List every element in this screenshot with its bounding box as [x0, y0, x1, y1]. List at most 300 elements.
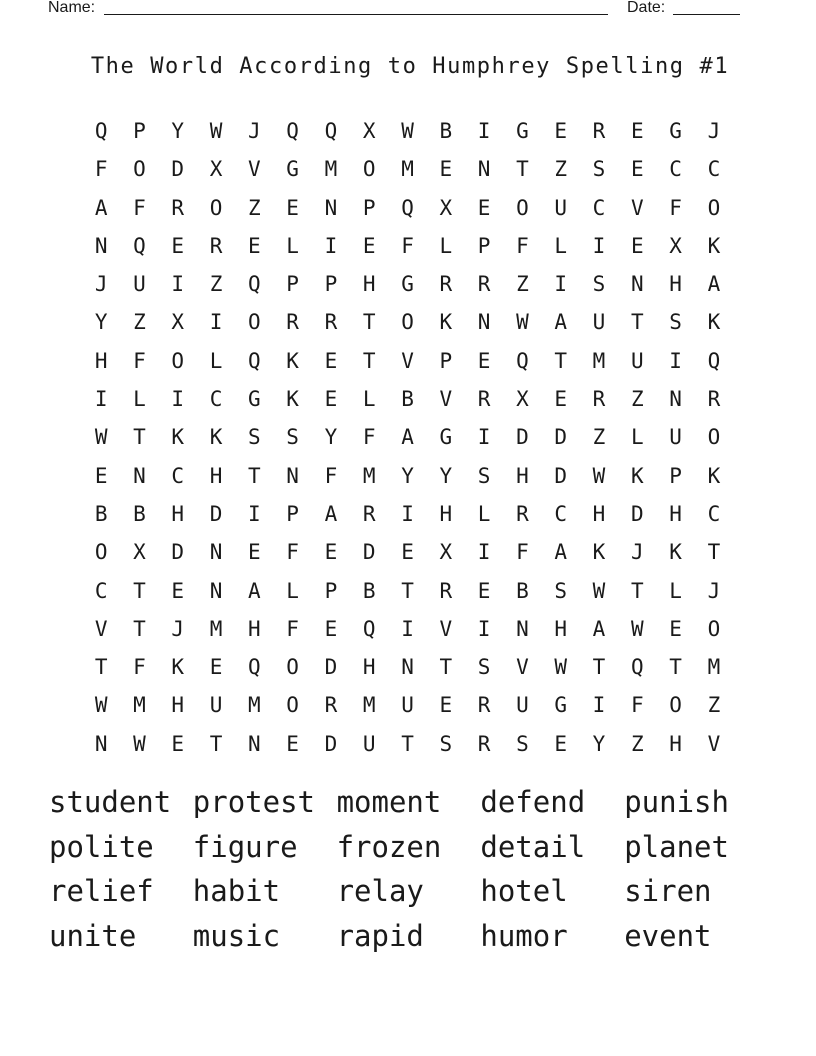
grid-letter: K: [707, 463, 721, 488]
grid-letter: K: [209, 425, 223, 450]
grid-letter: Z: [209, 272, 223, 297]
grid-letter: Q: [707, 348, 721, 373]
grid-letter: B: [516, 578, 529, 603]
grid-letter: E: [286, 195, 299, 220]
grid-letter: O: [286, 655, 299, 680]
grid-letter: E: [209, 655, 223, 680]
grid-letter: C: [707, 501, 721, 526]
grid-letter: C: [669, 157, 682, 182]
grid-letter: N: [133, 463, 146, 488]
grid-letter: F: [516, 233, 529, 258]
grid-letter: E: [324, 348, 338, 373]
grid-letter: H: [516, 463, 529, 488]
grid-letter: O: [94, 540, 108, 565]
grid-letter: L: [630, 425, 644, 450]
grid-letter: P: [362, 195, 376, 220]
grid-letter: G: [401, 272, 414, 297]
grid-letter: Z: [516, 272, 529, 297]
grid-letter: F: [401, 233, 414, 258]
word-bank-item: rapid: [336, 919, 424, 954]
word-bank-item: defend: [480, 785, 586, 819]
grid-letter: I: [477, 425, 491, 450]
grid-letter: G: [669, 119, 682, 143]
grid-letter: K: [439, 310, 453, 335]
grid-letter: E: [477, 578, 491, 603]
grid-letter: E: [286, 731, 299, 756]
grid-letter: S: [477, 463, 491, 488]
grid-letter: O: [669, 693, 682, 718]
grid-letter: G: [286, 157, 299, 182]
grid-letter: T: [133, 616, 146, 641]
grid-letter: K: [707, 233, 721, 258]
grid-letter: U: [669, 425, 682, 450]
grid-letter: H: [669, 501, 682, 526]
grid-letter: X: [133, 540, 146, 565]
grid-row: [82, 533, 733, 571]
grid-letter: Z: [707, 693, 721, 718]
grid-letter: Z: [630, 731, 644, 756]
grid-letter: E: [439, 157, 453, 182]
grid-letter: B: [439, 119, 453, 143]
grid-letter: R: [477, 693, 491, 718]
grid-letter: F: [324, 463, 338, 488]
grid-letter: C: [592, 195, 606, 220]
grid-letter: T: [133, 578, 146, 603]
grid-letter: W: [592, 463, 606, 488]
grid-letter: O: [707, 195, 721, 220]
grid-letter: T: [707, 540, 721, 565]
grid-letter: N: [286, 463, 299, 488]
grid-letter: Y: [171, 119, 185, 143]
grid-letter: U: [630, 348, 644, 373]
grid-letter: T: [401, 731, 414, 756]
grid-row: [82, 112, 733, 150]
grid-letter: N: [516, 616, 529, 641]
grid-letter: R: [324, 310, 338, 335]
grid-letter: Q: [362, 616, 376, 641]
word-bank-item: music: [192, 919, 281, 954]
grid-letter: L: [439, 233, 453, 258]
worksheet-title: The World According to Humphrey Spelling #1: [90, 54, 730, 79]
grid-row: [82, 495, 733, 533]
grid-letter: K: [286, 348, 299, 373]
grid-letter: X: [362, 119, 376, 143]
grid-letter: X: [439, 540, 453, 565]
grid-letter: D: [209, 501, 223, 526]
grid-letter: L: [554, 233, 568, 258]
grid-letter: W: [630, 616, 644, 641]
grid-row: [82, 265, 733, 303]
grid-letter: A: [248, 578, 261, 603]
grid-letter: M: [362, 463, 376, 488]
grid-letter: W: [592, 578, 606, 603]
grid-letter: Y: [324, 425, 338, 450]
grid-letter: L: [133, 387, 146, 412]
grid-letter: W: [554, 655, 568, 680]
grid-letter: E: [477, 348, 491, 373]
word-bank-item: protest: [192, 785, 316, 819]
grid-letter: O: [707, 616, 721, 641]
grid-letter: N: [324, 195, 338, 220]
grid-letter: T: [592, 655, 606, 680]
grid-letter: O: [516, 195, 529, 220]
grid-letter: L: [286, 578, 299, 603]
name-label: Name:: [48, 0, 96, 16]
grid-letter: X: [209, 157, 223, 182]
grid-letter: T: [248, 463, 261, 488]
grid-letter: E: [477, 195, 491, 220]
grid-letter: H: [362, 272, 376, 297]
word-bank-item: planet: [624, 829, 729, 864]
grid-letter: E: [630, 233, 644, 258]
date-label: Date:: [627, 0, 666, 16]
worksheet-header: [0, 0, 816, 20]
grid-letter: R: [592, 387, 606, 412]
grid-letter: K: [707, 310, 721, 335]
grid-letter: M: [362, 693, 376, 718]
grid-letter: S: [248, 425, 261, 450]
grid-row: [82, 457, 733, 495]
grid-letter: W: [94, 693, 108, 718]
grid-letter: I: [554, 272, 568, 297]
grid-letter: Q: [248, 272, 261, 297]
grid-row: [82, 572, 733, 610]
grid-letter: V: [401, 348, 414, 373]
grid-letter: A: [554, 310, 568, 335]
grid-letter: H: [171, 501, 185, 526]
grid-letter: V: [439, 387, 453, 412]
grid-letter: P: [133, 119, 146, 143]
grid-letter: R: [477, 272, 491, 297]
word-bank-item: polite: [49, 829, 154, 864]
grid-letter: M: [209, 616, 223, 641]
grid-letter: W: [94, 425, 108, 450]
grid-letter: C: [707, 157, 721, 182]
grid-letter: U: [592, 310, 606, 335]
grid-letter: D: [324, 655, 338, 680]
grid-letter: L: [362, 387, 376, 412]
grid-row: [82, 303, 733, 341]
word-bank-item: frozen: [336, 829, 442, 864]
grid-letter: M: [707, 655, 721, 680]
grid-letter: O: [286, 693, 299, 718]
grid-letter: F: [133, 655, 146, 680]
grid-letter: A: [324, 501, 338, 526]
grid-letter: N: [669, 387, 682, 412]
grid-letter: C: [554, 501, 568, 526]
grid-letter: U: [554, 195, 568, 220]
grid-letter: Y: [401, 463, 414, 488]
grid-letter: P: [477, 233, 491, 258]
grid-letter: Q: [248, 655, 261, 680]
grid-letter: M: [248, 693, 261, 718]
grid-letter: U: [401, 693, 414, 718]
grid-letter: T: [209, 731, 223, 756]
grid-letter: E: [554, 387, 568, 412]
grid-letter: Y: [94, 310, 108, 335]
grid-letter: D: [324, 731, 338, 756]
grid-letter: M: [324, 157, 338, 182]
grid-letter: P: [669, 463, 682, 488]
grid-letter: E: [630, 157, 644, 182]
word-bank-item: hotel: [480, 874, 568, 909]
grid-letter: S: [516, 731, 529, 756]
grid-row: [82, 380, 733, 418]
grid-letter: N: [94, 731, 108, 756]
grid-letter: H: [554, 616, 568, 641]
grid-letter: B: [362, 578, 376, 603]
grid-letter: E: [248, 540, 261, 565]
grid-letter: I: [171, 387, 185, 412]
word-bank-item: unite: [49, 919, 137, 954]
grid-letter: V: [707, 731, 721, 756]
grid-letter: T: [133, 425, 146, 450]
grid-letter: K: [592, 540, 606, 565]
grid-letter: O: [248, 310, 261, 335]
grid-letter: H: [592, 501, 606, 526]
grid-letter: I: [477, 119, 491, 143]
grid-letter: Q: [324, 119, 338, 143]
grid-letter: A: [401, 425, 414, 450]
grid-letter: O: [171, 348, 185, 373]
grid-letter: I: [171, 272, 185, 297]
grid-letter: S: [439, 731, 453, 756]
grid-letter: R: [707, 387, 721, 412]
grid-letter: C: [209, 387, 223, 412]
grid-letter: G: [439, 425, 453, 450]
grid-letter: G: [248, 387, 261, 412]
grid-letter: M: [401, 157, 414, 182]
grid-letter: D: [171, 540, 185, 565]
grid-letter: E: [554, 119, 568, 143]
grid-letter: N: [209, 540, 223, 565]
grid-letter: L: [477, 501, 491, 526]
grid-letter: F: [286, 540, 299, 565]
grid-letter: M: [592, 348, 606, 373]
grid-letter: V: [630, 195, 644, 220]
grid-letter: C: [94, 578, 108, 603]
grid-letter: J: [630, 540, 644, 565]
word-bank-item: event: [624, 919, 712, 954]
grid-letter: K: [171, 655, 185, 680]
grid-letter: I: [477, 540, 491, 565]
grid-letter: I: [669, 348, 682, 373]
grid-letter: E: [669, 616, 682, 641]
grid-letter: W: [133, 731, 146, 756]
grid-letter: R: [209, 233, 223, 258]
grid-letter: F: [133, 195, 146, 220]
grid-letter: N: [477, 310, 491, 335]
grid-letter: Z: [630, 387, 644, 412]
grid-letter: T: [362, 348, 376, 373]
grid-letter: U: [209, 693, 223, 718]
grid-row: [82, 686, 733, 724]
grid-letter: S: [592, 157, 606, 182]
grid-letter: Z: [133, 310, 146, 335]
grid-letter: D: [630, 501, 644, 526]
word-bank-item: siren: [624, 874, 712, 909]
grid-letter: L: [669, 578, 682, 603]
grid-letter: X: [439, 195, 453, 220]
grid-letter: Q: [286, 119, 299, 143]
word-bank-row: [49, 914, 768, 959]
grid-letter: Z: [248, 195, 261, 220]
grid-row: [82, 610, 733, 648]
grid-letter: D: [554, 425, 568, 450]
grid-letter: X: [516, 387, 529, 412]
grid-letter: D: [171, 157, 185, 182]
grid-row: [82, 725, 733, 763]
grid-letter: R: [477, 387, 491, 412]
grid-letter: F: [286, 616, 299, 641]
grid-letter: F: [133, 348, 146, 373]
grid-letter: Z: [592, 425, 606, 450]
grid-letter: K: [669, 540, 682, 565]
grid-letter: F: [669, 195, 682, 220]
grid-letter: H: [362, 655, 376, 680]
grid-letter: I: [477, 616, 491, 641]
grid-letter: S: [286, 425, 299, 450]
grid-letter: A: [592, 616, 606, 641]
word-bank-item: student: [49, 785, 172, 819]
grid-letter: K: [171, 425, 185, 450]
grid-letter: S: [477, 655, 491, 680]
grid-letter: H: [209, 463, 223, 488]
grid-letter: E: [401, 540, 414, 565]
grid-letter: E: [362, 233, 376, 258]
grid-letter: U: [362, 731, 376, 756]
grid-letter: V: [248, 157, 261, 182]
word-bank-item: punish: [624, 785, 729, 819]
grid-letter: U: [133, 272, 146, 297]
grid-letter: P: [286, 272, 299, 297]
name-blank-line: [104, 14, 608, 15]
grid-letter: J: [94, 272, 108, 297]
grid-letter: T: [401, 578, 414, 603]
grid-letter: E: [171, 731, 185, 756]
grid-letter: P: [324, 578, 338, 603]
grid-letter: O: [133, 157, 146, 182]
word-bank-item: moment: [336, 785, 442, 819]
grid-letter: Y: [439, 463, 453, 488]
grid-letter: T: [630, 578, 644, 603]
grid-letter: F: [516, 540, 529, 565]
grid-letter: T: [554, 348, 568, 373]
grid-letter: C: [171, 463, 185, 488]
grid-letter: O: [401, 310, 414, 335]
grid-letter: S: [592, 272, 606, 297]
grid-letter: F: [630, 693, 644, 718]
word-bank-item: habit: [192, 874, 281, 909]
grid-letter: T: [439, 655, 453, 680]
grid-letter: G: [516, 119, 529, 143]
grid-letter: Q: [133, 233, 146, 258]
grid-letter: I: [248, 501, 261, 526]
grid-letter: R: [324, 693, 338, 718]
grid-letter: J: [171, 616, 185, 641]
grid-letter: I: [94, 387, 108, 412]
grid-letter: I: [401, 616, 414, 641]
grid-letter: A: [94, 195, 108, 220]
word-bank-item: relay: [336, 874, 424, 909]
grid-letter: E: [439, 693, 453, 718]
grid-row: [82, 150, 733, 188]
grid-letter: E: [171, 578, 185, 603]
word-bank-item: relief: [49, 874, 154, 909]
word-bank-item: humor: [480, 919, 568, 954]
grid-letter: H: [439, 501, 453, 526]
grid-letter: K: [630, 463, 644, 488]
grid-letter: R: [516, 501, 529, 526]
grid-letter: O: [707, 425, 721, 450]
grid-letter: O: [209, 195, 223, 220]
grid-letter: B: [94, 501, 108, 526]
grid-letter: L: [209, 348, 223, 373]
grid-letter: K: [286, 387, 299, 412]
grid-letter: Q: [94, 119, 108, 143]
grid-letter: J: [707, 578, 721, 603]
grid-letter: W: [401, 119, 414, 143]
grid-letter: I: [324, 233, 338, 258]
grid-letter: R: [592, 119, 606, 143]
grid-letter: N: [248, 731, 261, 756]
grid-letter: G: [554, 693, 568, 718]
grid-letter: R: [477, 731, 491, 756]
grid-letter: E: [324, 616, 338, 641]
grid-letter: Q: [401, 195, 414, 220]
grid-letter: L: [286, 233, 299, 258]
grid-letter: D: [554, 463, 568, 488]
grid-letter: I: [592, 233, 606, 258]
grid-letter: D: [516, 425, 529, 450]
grid-letter: S: [669, 310, 682, 335]
grid-letter: E: [324, 540, 338, 565]
grid-letter: E: [171, 233, 185, 258]
grid-letter: S: [554, 578, 568, 603]
grid-letter: E: [554, 731, 568, 756]
grid-letter: Z: [554, 157, 568, 182]
grid-row: [82, 227, 733, 265]
grid-letter: I: [401, 501, 414, 526]
grid-letter: N: [630, 272, 644, 297]
grid-letter: R: [439, 272, 453, 297]
date-blank-line: [673, 14, 740, 15]
grid-letter: B: [401, 387, 414, 412]
grid-letter: P: [324, 272, 338, 297]
grid-letter: I: [209, 310, 223, 335]
grid-letter: N: [477, 157, 491, 182]
grid-letter: H: [248, 616, 261, 641]
word-bank-item: figure: [192, 829, 298, 864]
grid-letter: I: [592, 693, 606, 718]
grid-letter: W: [209, 119, 223, 143]
grid-letter: T: [516, 157, 529, 182]
grid-letter: E: [248, 233, 261, 258]
grid-letter: T: [669, 655, 682, 680]
grid-letter: A: [554, 540, 568, 565]
grid-letter: V: [439, 616, 453, 641]
grid-letter: E: [630, 119, 644, 143]
grid-letter: Q: [248, 348, 261, 373]
grid-letter: X: [669, 233, 682, 258]
grid-letter: W: [516, 310, 529, 335]
grid-row: [82, 418, 733, 456]
grid-letter: R: [286, 310, 299, 335]
grid-letter: N: [209, 578, 223, 603]
grid-letter: N: [401, 655, 414, 680]
grid-letter: M: [133, 693, 146, 718]
grid-letter: J: [707, 119, 721, 143]
